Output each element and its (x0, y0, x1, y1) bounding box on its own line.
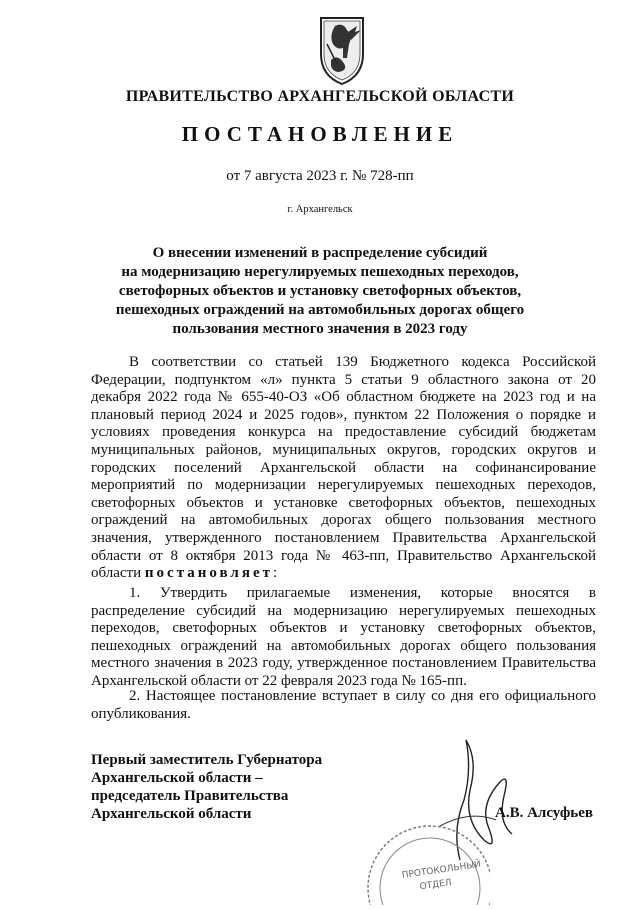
date-number: от 7 августа 2023 г. № 728-пп (226, 168, 414, 184)
signatory-name: А.В. Алсуфьев (495, 805, 593, 821)
title-line: на модернизацию нерегулируемых пешеходных переходов, (121, 264, 519, 280)
city: г. Архангельск (287, 204, 353, 215)
title-line: пешеходных ограждений на автомобильных дорогах общего (115, 302, 525, 318)
preamble-paragraph (91, 354, 596, 583)
signatory-position (91, 751, 351, 823)
title-line: светофорных объектов и установку светофорных объектов, (118, 283, 522, 299)
document-type: ПОСТАНОВЛЕНИЕ (181, 122, 459, 146)
government-name: ПРАВИТЕЛЬСТВО АРХАНГЕЛЬСКОЙ ОБЛАСТИ (125, 88, 515, 105)
position-line: Архангельской области – (91, 770, 263, 786)
coat-of-arms-icon (317, 14, 367, 86)
position-line: председатель Правительства (91, 788, 289, 804)
position-line: Первый заместитель Губернатора (91, 752, 323, 768)
preamble-text: В соответствии со статьей 139 Бюджетного кодекса Российской Федерации, подпунктом «л» пункта 5 статьи 9 областного закона от 20 декабря 2022 года № 655-40-ОЗ «Об областном бюджете на 2023 год и на плановый период 2024 и 2025 годов», пунктом 22 Положения о порядке и условиях проведения конкурса на предоставление субсидий бюджетам муниципальных районов, муниципальных округов, городских округов и городских поселений Архангельской области на софинансирование мероприятий по модернизации нерегулируемых пешеходных переходов, светофорных объектов и установке светофорных объектов, пешеходных ограждений на автомобильных дорогах общего пользования местного значения, утвержденного постановлением Правительства Архангельской области от 8 октября 2013 года № 463-пп, Правительство Архангельской области (91, 354, 596, 582)
svg-text:ПРОТОКОЛЬНЫЙ: ПРОТОКОЛЬНЫЙ (401, 859, 482, 881)
official-stamp (360, 810, 490, 905)
svg-text:ОТДЕЛ: ОТДЕЛ (419, 877, 453, 893)
title-line: О внесении изменений в распределение субсидий (152, 245, 488, 261)
title-line: пользования местного значения в 2023 году (172, 321, 468, 337)
preamble-colon: : (273, 565, 278, 582)
position-line: Архангельской области (91, 806, 252, 822)
document-title (90, 244, 550, 339)
clause-1: 1. Утвердить прилагаемые изменения, которые вносятся в распределение субсидий на модернизацию нерегулируемых пешеходных переходов, светофорных объектов и установку светофорных объектов, пешеходных ограждений на автомобильных дорогах общего пользования местного значения в 2023 году, утвержденное постановлением Правительства Архангельской области от 22 февраля 2023 года № 165-пп. (91, 585, 596, 689)
clause-2: 2. Настоящее постановление вступает в силу со дня его официального опубликования. (91, 688, 596, 722)
resolves-word: постановляет (144, 565, 273, 582)
